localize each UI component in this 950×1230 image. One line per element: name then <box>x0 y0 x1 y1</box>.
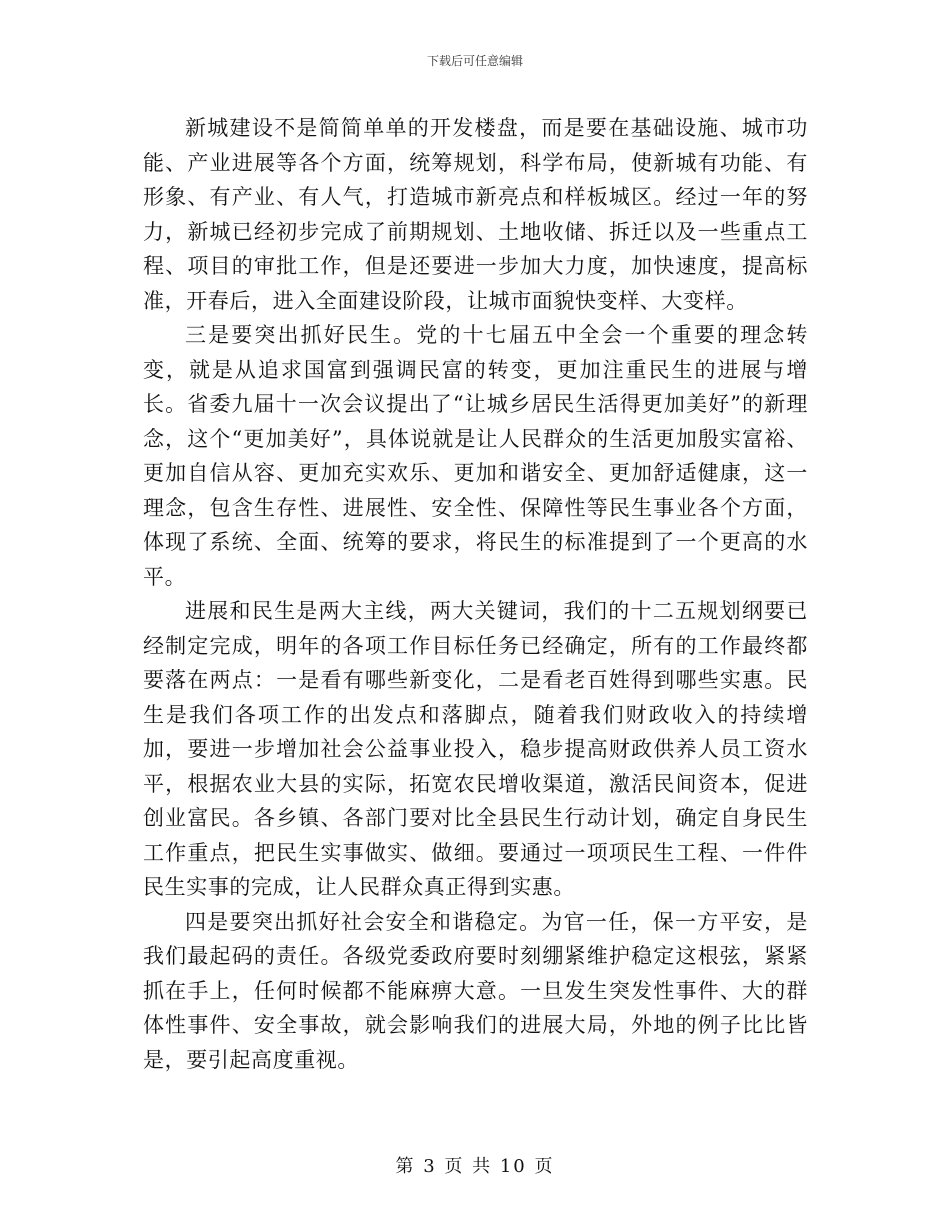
paragraph-livelihood: 三是要突出抓好民生。党的十七届五中全会一个重要的理念转变，就是从追求国富到强调民富的转变，更加注重民生的进展与增长。省委九届十一次会议提出了“让城乡居民生活得更加美好”的新理念，这个“更加美好”，具体说就是让人民群众的生活更加殷实富裕、更加自信从容、更加充实欢乐、更加和谐安全、更加舒适健康，这一理念，包含生存性、进展性、安全性、保障性等民生事业各个方面，体现了系统、全面、统筹的要求，将民生的标准提到了一个更高的水平。 <box>143 323 808 589</box>
paragraph-social-stability: 四是要突出抓好社会安全和谐稳定。为官一任，保一方平安，是我们最起码的责任。各级党委政府要时刻绷紧维护稳定这根弦，紧紧抓在手上，任何时候都不能麻痹大意。一旦发生突发性事件、大的群体性事件、安全事故，就会影响我们的进展大局，外地的例子比比皆是，要引起高度重视。 <box>143 909 808 1072</box>
paragraph-new-city: 新城建设不是简简单单的开发楼盘，而是要在基础设施、城市功能、产业进展等各个方面，统筹规划，科学布局，使新城有功能、有形象、有产业、有人气，打造城市新亮点和样板城区。经过一年的努力，新城已经初步完成了前期规划、土地收储、拆迁以及一些重点工程、项目的审批工作，但是还要进一步加大力度，加快速度，提高标准，开春后，进入全面建设阶段，让城市面貌快变样、大变样。 <box>143 116 808 313</box>
page-number-footer: 第 3 页 共 10 页 <box>395 1156 555 1177</box>
paragraph-development-livelihood: 进展和民生是两大主线，两大关键词，我们的十二五规划纲要已经制定完成，明年的各项工作目标任务已经确定，所有的工作最终都要落在两点：一是看有哪些新变化，二是看老百姓得到哪些实惠。民生是我们各项工作的出发点和落脚点，随着我们财政收入的持续增加，要进一步增加社会公益事业投入，稳步提高财政供养人员工资水平，根据农业大县的实际，拓宽农民增收渠道，激活民间资本，促进创业富民。各乡镇、各部门要对比全县民生行动计划，确定自身民生工作重点，把民生实事做实、做细。要通过一项项民生工程、一件件民生实事的完成，让人民群众真正得到实惠。 <box>143 599 808 899</box>
page-header: 下载后可任意编辑 <box>426 54 523 68</box>
document-body <box>143 111 808 1077</box>
